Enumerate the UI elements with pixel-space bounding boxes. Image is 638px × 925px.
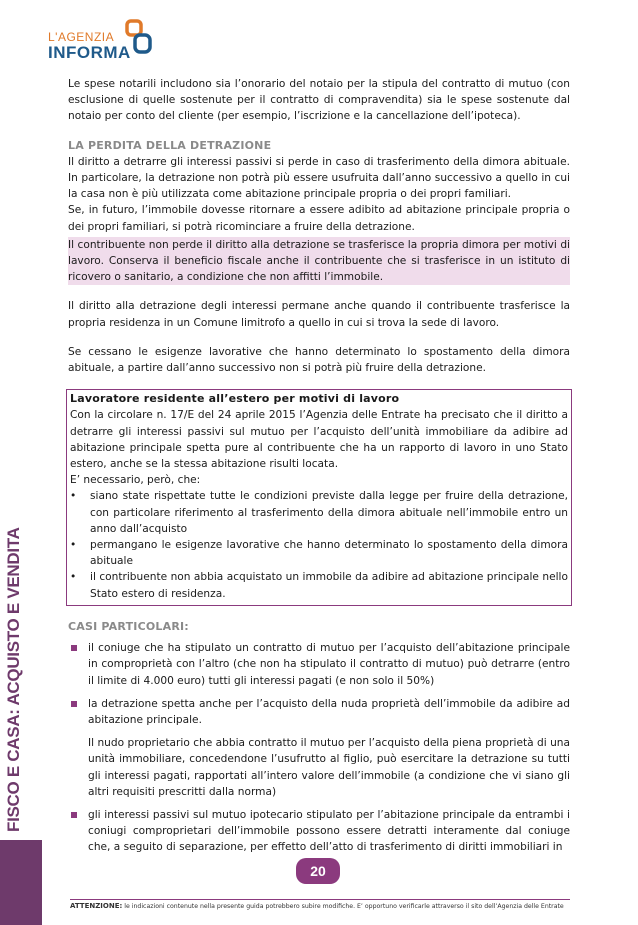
paragraph: Il diritto a detrarre gli interessi passivi si perde in caso di trasferimento della dimora abituale. In particolare, la detrazione non potrà più essere usufruita dall’anno successivo a quello in cui la casa non è più utilizzata come abitazione principale propria o dei propri familiari.	[68, 155, 570, 201]
list-item: gli interessi passivi sul mutuo ipotecario stipulato per l’abitazione principale da entrambi i coniugi comproprietari dell’immobile possono essere detratti interamente dal coniuge che, a seguito di separazione, per effetto dell’atto di trasferimento di diritti immobiliari in	[68, 807, 570, 856]
special-cases-list-cont	[68, 807, 570, 856]
box-paragraph: E’ necessario, però, che:	[70, 474, 201, 487]
section-heading: LA PERDITA DELLA DETRAZIONE	[68, 138, 272, 152]
sidebar-bar	[0, 840, 42, 925]
paragraph: Se cessano le esigenze lavorative che hanno determinato lo spostamento della dimora abituale, a partire dall’anno successivo non si potrà più fruire della detrazione.	[68, 345, 570, 375]
paragraph: Il diritto alla detrazione degli interessi permane anche quando il contribuente trasferisce la propria residenza in un Comune limitrofo a quello in cui si trova la sede di lavoro.	[68, 300, 570, 329]
paragraph: Se, in futuro, l’immobile dovesse ritornare a essere adibito ad abitazione principale propria o dei propri familiari, si potrà ricominciare a fruire della detrazione.	[68, 204, 570, 233]
footer	[70, 899, 570, 910]
logo-line1: L'AGENZIA	[48, 30, 115, 44]
special-cases-list	[68, 640, 570, 728]
sidebar	[0, 527, 40, 925]
list-item: il coniuge che ha stipulato un contratto di mutuo per l’acquisto dell’abitazione principale in comproprietà con l’altro (che non ha stipulato il contratto di mutuo) può detrarre (entro il limite di 4.000 euro) tutti gli interessi pagati (e non solo il 50%)	[68, 640, 570, 689]
intro-paragraph: Le spese notarili includono sia l’onorario del notaio per la stipula del contratto di mutuo (con esclusione di quelle sostenute per il contratto di compravendita) sia le spese sostenute dal notaio per conto del cliente (per esempio, l’iscrizione e la cancellazione dell’ipoteca).	[68, 78, 570, 123]
list-item: • il contribuente non abbia acquistato un immobile da adibire ad abitazione principale nello Stato estero di residenza.	[70, 569, 568, 601]
highlight-text: Il contribuente non perde il diritto alla detrazione se trasferisce la propria dimora per motivi di lavoro. Conserva il beneficio fiscale anche il contribuente che si trasferisce in un istituto di ricovero o sanitario, a condizione che non affitti l’immobile.	[68, 237, 570, 286]
logo-mark-icon	[124, 18, 154, 58]
section-heading: CASI PARTICOLARI:	[68, 619, 189, 633]
box-heading: Lavoratore residente all’estero per motivi di lavoro	[70, 392, 400, 406]
logo-line2: INFORMA	[48, 43, 131, 62]
footer-label: ATTENZIONE:	[70, 902, 123, 910]
indented-note: Il nudo proprietario che abbia contratto il mutuo per l’acquisto della piena proprietà di una unità immobiliare, concedendone l’usufrutto al figlio, può esercitare la detrazione su tutti gli interessi pagati, rapportati all’intero valore dell’immobile (a condizione che vi siano gli altri requisiti prescritti dalla norma)	[88, 737, 570, 798]
bullet-list	[70, 488, 568, 601]
page-content	[68, 76, 570, 863]
page-number: 20	[296, 858, 340, 884]
footer-text: le indicazioni contenute nella presente guida potrebbero subire modifiche. E’ opportuno verificarle attraverso il sito dell’Agenzia delle Entrate	[124, 903, 564, 910]
square-bullet-icon	[71, 645, 77, 651]
box-paragraph: Con la circolare n. 17/E del 24 aprile 2015 l’Agenzia delle Entrate ha precisato che il diritto a detrarre gli interessi passivi sul mutuo per l’acquisto dell’unità immobiliare da adibire ad abitazione principale spetta pure al contribuente che ha un rapporto di lavoro in uno Stato estero, anche se la stessa abitazione risulti locata.	[70, 409, 568, 471]
square-bullet-icon	[71, 701, 77, 707]
sidebar-label: FISCO E CASA: ACQUISTO E VENDITA	[4, 527, 23, 832]
agenzia-informa-logo	[30, 14, 160, 64]
square-bullet-icon	[71, 812, 77, 818]
info-box	[66, 389, 572, 606]
list-item: la detrazione spetta anche per l’acquisto della nuda proprietà dell’immobile da adibire ad abitazione principale.	[68, 696, 570, 728]
list-item: • siano state rispettate tutte le condizioni previste dalla legge per fruire della detrazione, con particolare riferimento al trasferimento della dimora abituale nell’immobile entro un anno dall’acquisto	[70, 488, 568, 537]
highlight-box	[68, 237, 570, 286]
list-item: • permangano le esigenze lavorative che hanno determinato lo spostamento della dimora abituale	[70, 537, 568, 569]
